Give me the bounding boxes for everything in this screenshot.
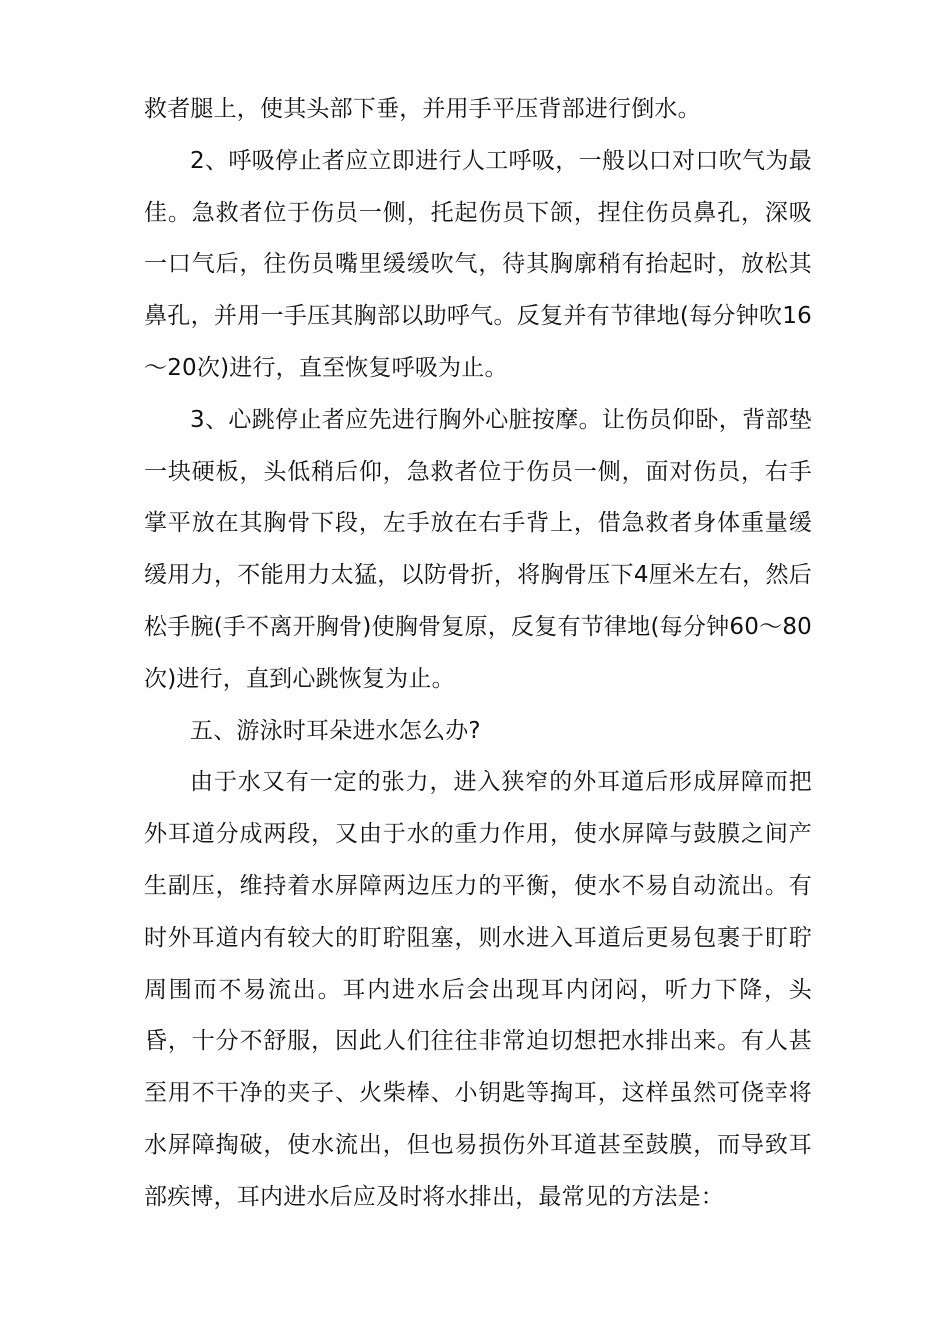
section-heading: 五、游泳时耳朵进水怎么办? bbox=[190, 717, 481, 744]
paragraph-ear-water: 由于水又有一定的张力，进入狭窄的外耳道后形成屏障而把外耳道分成两段，又由于水的重力作用，使水屏障与鼓膜之间产生副压，维持着水屏障两边压力的平衡，使水不易自动流出。有时外耳道内有较大的盯聍阻塞，则水进入耳道后更易包裹于盯聍周围而不易流出。耳内进水后会出现耳内闭闷，听力下降，头昏，十分不舒服，因此人们往往非常迫切想把水排出来。有人甚至用不干净的夹子、火柴棒、小钥匙等掏耳，这样虽然可侥幸将水屏障掏破，使水流出，但也易损伤外耳道甚至鼓膜，而导致耳部疾博，耳内进水后应及时将水排出，最常见的方法是： bbox=[144, 769, 812, 1210]
paragraph-artificial-respiration: 2、呼吸停止者应立即进行人工呼吸，一般以口对口吹气为最佳。急救者位于伤员一侧，托起伤员下颌，捏住伤员鼻孔，深吸一口气后，往伤员嘴里缓缓吹气，待其胸廓稍有抬起时，放松其鼻孔，并用一手压其胸部以助呼气。反复并有节律地(每分钟吹16～20次)进行，直至恢复呼吸为止。 bbox=[144, 147, 812, 381]
paragraph-continuation: 救者腿上，使其头部下垂，并用手平压背部进行倒水。 bbox=[144, 96, 701, 122]
paragraph-cardiac-massage: 3、心跳停止者应先进行胸外心脏按摩。让伤员仰卧，背部垫一块硬板，头低稍后仰，急救者位于伤员一侧，面对伤员，右手掌平放在其胸骨下段，左手放在右手背上，借急救者身体重量缓缓用力，不能用力太猛，以防骨折，将胸骨压下4厘米左右，然后松手腕(手不离开胸骨)使胸骨复原，反复有节律地(每分钟60～80次)进行，直到心跳恢复为止。 bbox=[144, 406, 812, 692]
document-body bbox=[144, 84, 812, 1224]
